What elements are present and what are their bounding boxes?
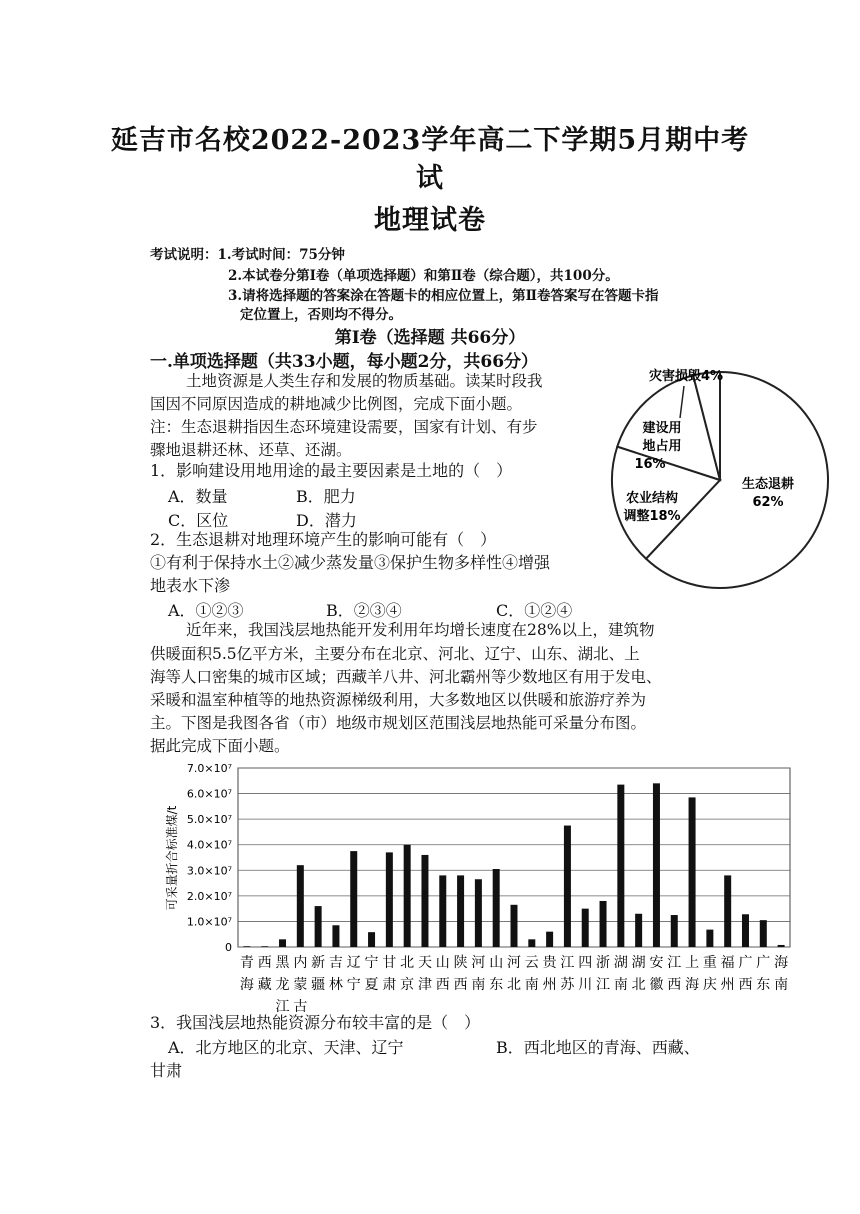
q1-option-b: B．肥力: [296, 487, 356, 506]
q2-line2: ①有利于保持水土②减少蒸发量③保护生物多样性④增强: [150, 553, 551, 572]
instructions-item3a: 3.请将选择题的答案涂在答题卡的相应位置上，第Ⅱ卷答案写在答题卡指: [228, 288, 659, 304]
exam-title-line2: 试: [416, 163, 444, 194]
bar-ytick-label: 4.0×10⁷: [186, 838, 232, 852]
pie-label-agriculture-2: 调整18%: [623, 509, 681, 524]
bar-12: [457, 875, 464, 947]
passage1-line4: 骤地退耕还林、还草、还湖。: [150, 441, 352, 459]
q3-option-b: B．西北地区的青海、西藏、: [496, 1038, 700, 1057]
bar-17: [546, 932, 553, 947]
bar-14: [493, 869, 500, 947]
bar-xtick-label-bottom: 徽: [649, 977, 664, 993]
bar-xtick-label-top: 江: [560, 955, 575, 971]
q3-option-a: A．北方地区的北京、天津、辽宁: [168, 1038, 404, 1057]
bar-xtick-label-bottom: 林: [328, 977, 343, 993]
bar-7: [368, 932, 375, 947]
passage1-line1: 土地资源是人类生存和发展的物质基础。读某时段我: [186, 372, 543, 390]
bar-xtick-label-top: 北: [400, 955, 415, 971]
bar-xtick-label-top: 河: [471, 955, 486, 971]
bar-ytick-label: 3.0×10⁷: [186, 864, 232, 878]
bar-4: [315, 906, 322, 947]
passage2-line5: 主。下图是我图各省（市）地级市规划区范围浅层地热能可采量分布图。: [150, 714, 647, 732]
bar-xtick-label-top: 黑: [275, 955, 290, 971]
exam-subject: 地理试卷: [374, 205, 486, 236]
bar-xtick-label-bottom: 蒙: [293, 977, 308, 993]
bar-xtick-label-top: 天: [417, 955, 432, 971]
bar-xtick-label-bottom: 西: [435, 977, 450, 993]
passage2-line4: 采暖和温室种植等的地热资源梯级利用，大多数地区以供暖和旅游疗养为: [150, 691, 647, 709]
bar-xtick-label-bottom: 疆: [311, 977, 326, 993]
bar-xtick-label-top: 浙: [596, 955, 611, 971]
bar-ytick-label: 7.0×10⁷: [186, 762, 232, 775]
bar-0: [243, 946, 250, 947]
bar-xtick-label-bottom: 东: [489, 977, 504, 993]
bar-xtick-label-bottom: 京: [400, 977, 415, 993]
bar-xtick-label-bottom: 津: [417, 977, 432, 993]
q2-option-b: B．②③④: [326, 601, 402, 620]
bar-xtick-label-bottom: 西: [738, 977, 753, 993]
bar-xtick-label-top: 广: [756, 955, 771, 971]
bar-xtick-label-bottom: 州: [720, 977, 735, 993]
bar-xtick-label-bottom: 苏: [560, 977, 575, 993]
bar-xtick-label-top: 新: [311, 955, 326, 971]
bar-y-axis-label: 可采量折合标准煤/t: [165, 805, 179, 911]
bar-xtick-label-top: 陕: [453, 955, 468, 971]
bar-28: [742, 914, 749, 947]
bar-25: [689, 797, 696, 947]
bar-xtick-label-top: 贵: [542, 955, 557, 971]
bar-xtick-label-third: 江: [275, 999, 290, 1015]
bar-xtick-label-bottom: 南: [524, 977, 539, 993]
bar-27: [724, 875, 731, 947]
bar-1: [261, 946, 268, 947]
q2-option-c: C．①②④: [496, 601, 573, 620]
bar-xtick-label-bottom: 川: [578, 977, 593, 993]
instructions-line1: [150, 243, 345, 263]
bar-20: [600, 901, 607, 947]
bar-xtick-label-bottom: 龙: [275, 977, 290, 993]
bar-xtick-label-top: 青: [239, 955, 254, 971]
bar-xtick-label-bottom: 西: [667, 977, 682, 993]
passage1-line2: 国因不同原因造成的耕地减少比例图，完成下面小题。: [150, 395, 523, 413]
section-title: 第Ⅰ卷（选择题 共66分）: [334, 328, 526, 348]
bar-ytick-label: 5.0×10⁷: [186, 813, 232, 827]
bar-2: [279, 939, 286, 947]
pie-label-ecological-2: 62%: [752, 495, 784, 510]
pie-label-disaster: 灾害损毁4%: [648, 369, 724, 384]
bar-xtick-label-top: 山: [435, 955, 450, 971]
bar-xtick-label-bottom: 州: [542, 977, 557, 993]
instructions-item2: 2.本试卷分第Ⅰ卷（单项选择题）和第Ⅱ卷（综合题），共100分。: [228, 268, 619, 284]
bar-ytick-label: 0: [225, 941, 232, 954]
cropland-loss-pie-chart: [600, 360, 840, 600]
bar-xtick-label-top: 湖: [631, 955, 646, 971]
q1-option-a: A．数量: [168, 487, 228, 506]
bar-xtick-label-top: 河: [507, 955, 521, 971]
bar-23: [653, 783, 660, 947]
bar-13: [475, 879, 482, 947]
bar-xtick-label-top: 海: [774, 955, 789, 971]
bar-6: [350, 851, 357, 947]
bar-xtick-label-bottom: 南: [774, 977, 789, 993]
bar-xtick-label-bottom: 东: [756, 977, 771, 993]
instructions-item3b: 定位置上，否则均不得分。: [240, 307, 402, 323]
bar-xtick-label-bottom: 南: [613, 977, 628, 993]
bar-xtick-label-top: 福: [720, 955, 735, 971]
q1-option-c: C．区位: [168, 511, 229, 530]
bar-18: [564, 826, 571, 947]
bar-xtick-label-bottom: 南: [471, 977, 486, 993]
section-part: 一.单项选择题（共33小题，每小题2分，共66分）: [150, 352, 539, 372]
bar-10: [421, 855, 428, 947]
bar-30: [778, 945, 785, 947]
bar-xtick-label-top: 西: [257, 955, 272, 971]
bar-ytick-label: 1.0×10⁷: [186, 915, 232, 929]
bar-xtick-label-top: 湖: [613, 955, 628, 971]
q2-stem: 2．生态退耕对地理环境产生的影响可能有（ ）: [150, 530, 497, 549]
bar-3: [297, 865, 304, 947]
passage2-line2: 供暖面积5.5亿平方米，主要分布在北京、河北、辽宁、山东、湖北、上: [150, 645, 640, 663]
passage1-line3: 注：生态退耕指因生态环境建设需要，国家有计划、有步: [150, 418, 538, 436]
bar-xtick-label-top: 吉: [328, 955, 343, 971]
bar-xtick-label-bottom: 西: [453, 977, 468, 993]
bar-21: [617, 785, 624, 947]
bar-xtick-label-top: 内: [293, 955, 308, 971]
pie-label-construction-1: 建设用: [642, 421, 682, 436]
bar-xtick-label-bottom: 庆: [702, 977, 717, 993]
pie-label-construction-3: 16%: [634, 457, 666, 472]
bar-xtick-label-third: 古: [293, 999, 308, 1015]
bar-24: [671, 915, 678, 947]
q2-option-a: A．①②③: [168, 601, 244, 620]
bar-xtick-label-bottom: 北: [631, 977, 646, 993]
bar-9: [404, 845, 411, 947]
bar-xtick-label-bottom: 肃: [382, 977, 397, 993]
bar-xtick-label-top: 云: [524, 955, 539, 971]
bar-ytick-label: 2.0×10⁷: [186, 889, 232, 903]
q3-option-b-cont: 甘肃: [150, 1061, 183, 1080]
passage2-line3: 海等人口密集的城市区域；西藏羊八井、河北霸州等少数地区有用于发电、: [150, 668, 662, 686]
bar-xtick-label-top: 宁: [364, 955, 379, 971]
bar-xtick-label-top: 安: [649, 955, 664, 971]
q1-option-d: D．潜力: [296, 511, 357, 530]
passage2-line1: 近年来，我国浅层地热能开发利用年均增长速度在28%以上，建筑物: [186, 621, 655, 639]
bar-26: [706, 930, 713, 947]
bar-xtick-label-bottom: 夏: [364, 977, 379, 993]
bar-xtick-label-top: 甘: [382, 955, 397, 971]
bar-xtick-label-bottom: 江: [596, 977, 611, 993]
bar-19: [582, 909, 589, 947]
bar-xtick-label-top: 江: [667, 955, 682, 971]
q2-line3: 地表水下渗: [150, 576, 231, 595]
bar-xtick-label-bottom: 宁: [346, 977, 361, 993]
bar-xtick-label-top: 广: [738, 955, 753, 971]
bar-xtick-label-bottom: 海: [239, 977, 254, 993]
geothermal-bar-chart: [150, 755, 800, 1015]
bar-5: [332, 925, 339, 947]
bar-xtick-label-bottom: 藏: [257, 977, 272, 993]
q3-stem: 3．我国浅层地热能资源分布较丰富的是（ ）: [150, 1013, 481, 1032]
passage2-line6: 据此完成下面小题。: [150, 737, 290, 755]
q1-stem: 1．影响建设用地用途的最主要因素是土地的（ ）: [150, 461, 513, 480]
bar-xtick-label-top: 山: [489, 955, 504, 971]
bar-22: [635, 914, 642, 947]
bar-xtick-label-top: 重: [702, 955, 717, 971]
bar-16: [528, 939, 535, 947]
bar-ytick-label: 6.0×10⁷: [186, 787, 232, 801]
instructions-item1: 1.考试时间：75分钟: [217, 247, 345, 263]
bar-xtick-label-top: 四: [578, 955, 593, 971]
bar-11: [439, 875, 446, 947]
bar-15: [511, 905, 518, 947]
pie-label-ecological-1: 生态退耕: [741, 477, 795, 492]
bar-xtick-label-bottom: 北: [507, 977, 521, 993]
bar-xtick-label-bottom: 海: [685, 977, 700, 993]
pie-label-construction-2: 地占用: [642, 439, 682, 454]
pie-label-agriculture-1: 农业结构: [625, 491, 679, 506]
bar-xtick-label-top: 上: [685, 955, 700, 971]
instructions-label: 考试说明：: [150, 247, 218, 263]
bar-29: [760, 920, 767, 947]
bar-8: [386, 852, 393, 947]
bar-xtick-label-top: 辽: [346, 955, 361, 971]
exam-title-line1: 延吉市名校2022-2023学年高二下学期5月期中考: [110, 125, 750, 156]
